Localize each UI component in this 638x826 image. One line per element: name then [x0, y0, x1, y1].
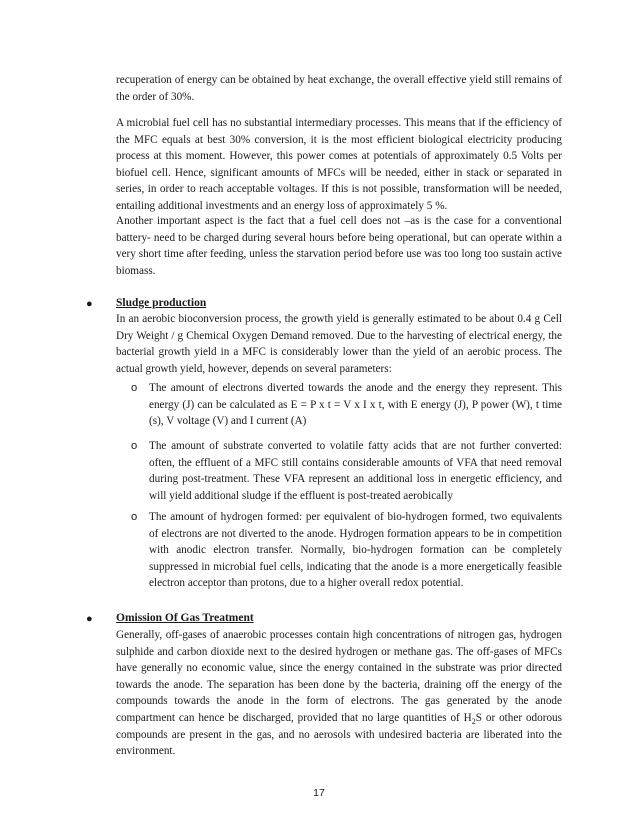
list-marker-icon: o — [131, 511, 138, 523]
paragraph-fuel-cell-charging: Another important aspect is the fact that a fuel cell does not –as is the case for a conventional battery- need to be charged during several hours before being operational, but can operate within a very short time after feeding, unless the starvation period before use was too long too sustain active biomass. — [116, 215, 562, 277]
list-marker-icon: o — [131, 440, 138, 452]
page-number: 17 — [313, 787, 325, 799]
section-heading-gas-treatment: Omission Of Gas Treatment — [116, 612, 254, 624]
paragraph-sludge-body: In an aerobic bioconversion process, the growth yield is generally estimated to be about 0.4 g Cell Dry Weight / g Chemical Oxygen Demand removed. Due to the harvesting of electrical energy, the bacterial growth yield in a MFC is considerably lower than the yield of an aerobic process. The actual growth yield, however, depends on several parameters: — [116, 313, 562, 375]
list-item-substrate: The amount of substrate converted to volatile fatty acids that are not further converted: often, the effluent of a MFC still contains considerable amounts of VFA that need removal during post-treatment. These VFA represent an additional loss in energetic efficiency, and will yield additional sludge if the effluent is post-treated aerobically — [149, 440, 562, 502]
bullet-icon: ● — [86, 298, 93, 310]
paragraph-gas-body: Generally, off-gases of anaerobic processes contain high concentrations of nitrogen gas, hydrogen sulphide and carbon dioxide next to the desired hydrogen or methane gas. The off-gases of MFCs have generally no economic value, since the energy contained in the substrate was prior directed towards the anode. The separation has been done by the bacteria, draining off the energy of the compounds towards the anode in the form of electrons. The gas generated by the anode compartment can hence be discharged, provided that no large quantities of $H_2S$ or other odorous compounds are present in the gas, and no aerosols with undesired bacteria are liberated into the environment. — [116, 629, 563, 758]
list-item-hydrogen: The amount of hydrogen formed: per equivalent of bio-hydrogen formed, two equivalents of electrons are not diverted to the anode. Hydrogen formation appears to be in competition with anodic electron transfer. Normally, bio-hydrogen formation can be completely suppressed in microbial fuel cells, indicating that the anode is a more energetically feasible electron acceptor than protons, due to a higher overall redox potential. — [149, 511, 562, 590]
paragraph-energy-yield: recuperation of energy can be obtained by heat exchange, the overall effective yield still remains of the order of 30%. — [116, 74, 562, 103]
bullet-icon: ● — [86, 613, 93, 625]
list-item-electrons: The amount of electrons diverted towards the anode and the energy they represent. This energy (J) can be calculated as E = P x t = V x I x t, with E energy (J), P power (W), t time (s), V voltage (V) and I current (A) — [149, 382, 562, 428]
section-heading-sludge: Sludge production — [116, 297, 207, 309]
paragraph-mfc-efficiency: A microbial fuel cell has no substantial intermediary processes. This means that if the efficiency of the MFC equals at best 30% conversion, it is the most efficient biological electricity producing process at this moment. However, this power comes at potentials of approximately 0.5 Volts per biofuel cell. Hence, significant amounts of MFCs will be needed, either in stack or separated in series, in order to reach acceptable voltages. If this is not possible, transformation will be needed, entailing additional investments and an energy loss of approximately 5 %. — [116, 117, 562, 212]
list-marker-icon: o — [131, 382, 138, 394]
